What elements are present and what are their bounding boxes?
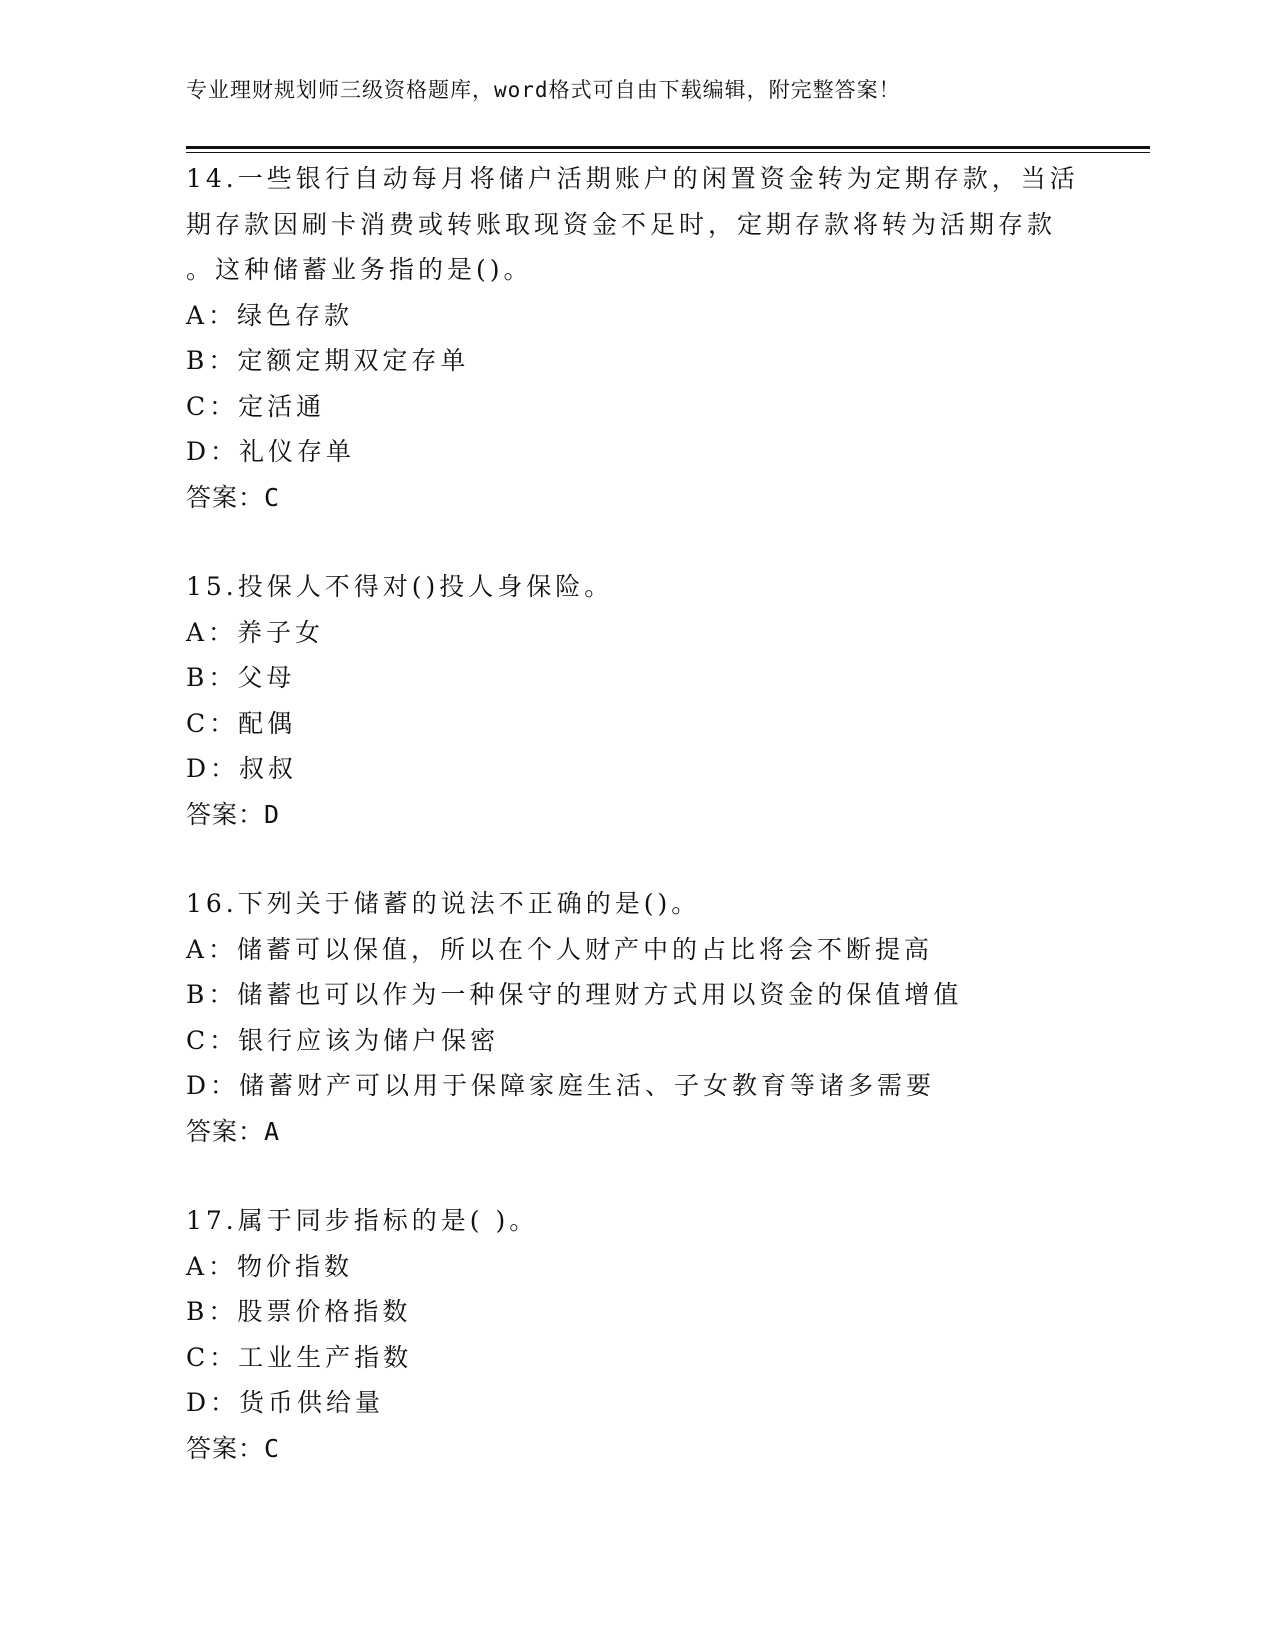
option-b: B：股票价格指数 — [186, 1297, 412, 1326]
question-stem-line: 17.属于同步指标的是( )。 — [186, 1206, 539, 1235]
answer-line — [186, 1426, 1086, 1472]
header-rule-thick — [186, 146, 1150, 149]
option-b: B：储蓄也可以作为一种保守的理财方式用以资金的保值增值 — [186, 980, 963, 1009]
option-a: A：储蓄可以保值，所以在个人财产中的占比将会不断提高 — [186, 934, 934, 964]
option-d: D：储蓄财产可以用于保障家庭生活、子女教育等诸多需要 — [186, 1071, 936, 1100]
answer-label: 答案： — [186, 482, 265, 512]
answer-value: D — [264, 799, 280, 829]
answer-value: A — [264, 1116, 280, 1146]
answer-label: 答案： — [186, 1433, 265, 1463]
option-d: D：礼仪存单 — [186, 437, 356, 466]
option-c: C：配偶 — [186, 708, 297, 738]
option-d: D：货币供给量 — [186, 1388, 385, 1417]
option-c: C：定活通 — [186, 391, 326, 421]
header-rule-thin — [186, 152, 1150, 153]
question-stem-line: 15.投保人不得对()投人身保险。 — [186, 572, 614, 601]
option-b: B：父母 — [186, 663, 296, 692]
question-15 — [186, 564, 1086, 837]
question-list — [186, 156, 1086, 1515]
answer-value: C — [264, 1433, 280, 1463]
option-a: A：物价指数 — [186, 1251, 354, 1281]
option-a: A：绿色存款 — [186, 300, 354, 330]
question-stem-line: 。这种储蓄业务指的是()。 — [186, 255, 533, 284]
answer-label: 答案： — [186, 799, 265, 829]
option-b: B：定额定期双定存单 — [186, 346, 470, 375]
option-a: A：养子女 — [186, 617, 325, 647]
answer-line — [186, 475, 1086, 521]
question-16 — [186, 881, 1086, 1154]
question-14 — [186, 156, 1086, 520]
answer-line — [186, 792, 1086, 838]
answer-line — [186, 1109, 1086, 1155]
question-stem-line: 14.一些银行自动每月将储户活期账户的闲置资金转为定期存款，当活 — [186, 164, 1079, 193]
page-header: 专业理财规划师三级资格题库，word格式可自由下载编辑，附完整答案！ — [186, 78, 901, 102]
answer-label: 答案： — [186, 1116, 265, 1146]
option-c: C：银行应该为储户保密 — [186, 1025, 500, 1055]
question-17 — [186, 1198, 1086, 1471]
option-c: C：工业生产指数 — [186, 1342, 413, 1372]
option-d: D：叔叔 — [186, 754, 298, 783]
question-stem-line: 16.下列关于储蓄的说法不正确的是()。 — [186, 889, 701, 918]
answer-value: C — [264, 482, 280, 512]
question-stem-line: 期存款因刷卡消费或转账取现资金不足时，定期存款将转为活期存款 — [186, 209, 1057, 239]
